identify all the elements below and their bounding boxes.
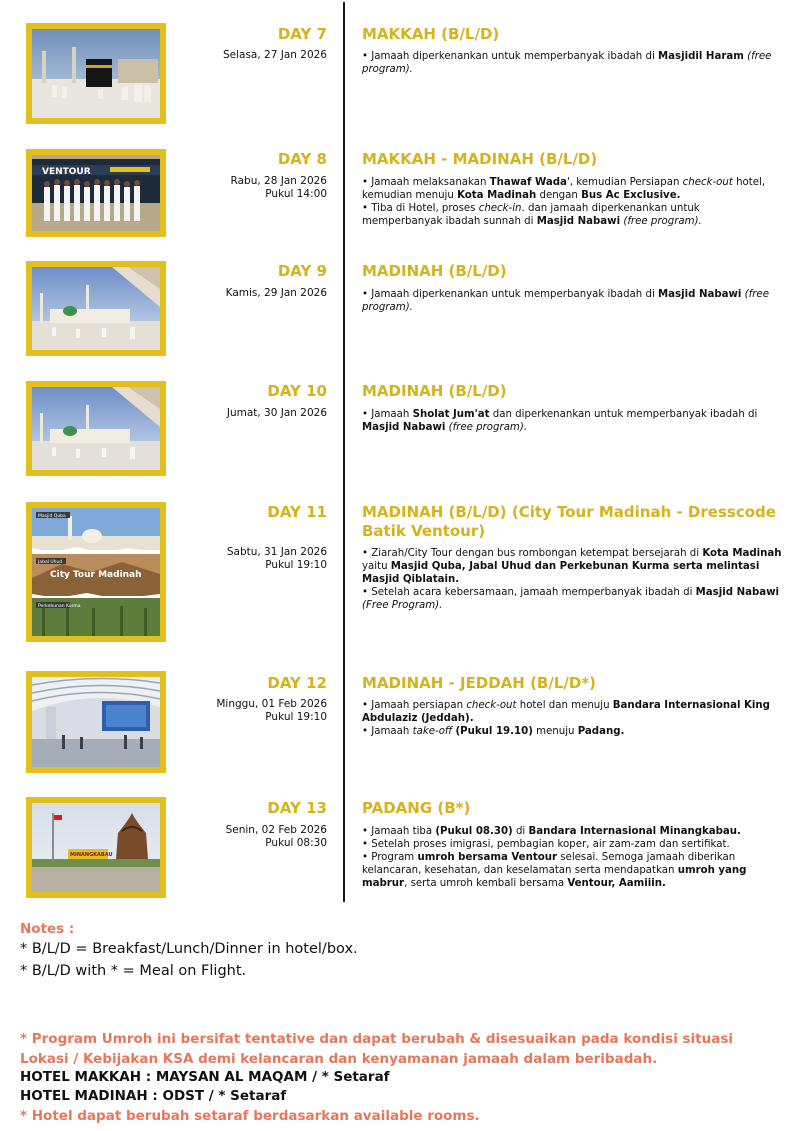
day-date: Senin, 02 Feb 2026 Pukul 08:30: [225, 824, 327, 849]
day-label: DAY 8: [277, 150, 327, 168]
masjid-nabawi-photo: [26, 261, 166, 356]
day-title: MADINAH (B/L/D): [362, 262, 507, 280]
day-date: Selasa, 27 Jan 2026: [222, 49, 327, 61]
day-title: MAKKAH - MADINAH (B/L/D): [362, 150, 598, 168]
day-date: Minggu, 01 Feb 2026 Pukul 19:10: [216, 698, 327, 723]
collage-label-quba: Masjid Quba: [38, 514, 66, 519]
hotel-makkah: HOTEL MAKKAH : MAYSAN AL MAQAM / * Setaraf: [20, 1069, 390, 1085]
day-title: MADINAH (B/L/D) (City Tour Madinah - Dresscode Batik Ventour): [362, 503, 776, 540]
day-description: [362, 50, 782, 76]
day-label: DAY 10: [267, 382, 327, 400]
description-paragraph: • Jamaah diperkenankan untuk memperbanyak ibadah di Masjid Nabawi (free program).: [362, 289, 769, 313]
hotel-madinah: HOTEL MADINAH : ODST / * Setaraf: [20, 1088, 287, 1104]
jeddah-airport-photo: [26, 671, 166, 773]
day-title: MAKKAH (B/L/D): [362, 25, 500, 43]
day-title: MADINAH - JEDDAH (B/L/D*): [362, 674, 597, 692]
day-label: DAY 11: [267, 503, 327, 521]
kaaba-photo: [26, 23, 166, 124]
day-label: DAY 7: [277, 25, 327, 43]
timeline-line: [343, 2, 345, 902]
day-description: [362, 288, 782, 314]
airport-sign-text: MINANGKABAU: [70, 852, 113, 858]
note-line: * B/L/D with * = Meal on Flight.: [20, 963, 247, 979]
collage-label-kurma: Perkebunan Kurma: [38, 604, 81, 609]
description-paragraph: • Jamaah persiapan check-out hotel dan menuju Bandara Internasional King Abdulaziz (Jeddah).: [362, 700, 770, 724]
hotel-note: * Hotel dapat berubah setaraf berdasarkan available rooms.: [20, 1108, 480, 1124]
description-paragraph: • Jamaah tiba (Pukul 08.30) di Bandara Internasional Minangkabau.: [362, 826, 741, 837]
city-tour-madinah-collage: [26, 502, 166, 642]
description-paragraph: • Ziarah/City Tour dengan bus rombongan ketempat bersejarah di Kota Madinah yaitu Masjid Quba, Jabal Uhud dan Perkebunan Kurma serta melintasi Masjid Qiblatain.: [362, 548, 782, 585]
day-date: Jumat, 30 Jan 2026: [226, 407, 327, 419]
collage-title: City Tour Madinah: [50, 570, 142, 580]
description-paragraph: • Jamaah diperkenankan untuk memperbanyak ibadah di Masjidil Haram (free program).: [362, 51, 772, 75]
description-paragraph: • Program umroh bersama Ventour selesai. Semoga jamaah diberikan kelancaran, kesehatan, dan keselamatan serta mendapatkan umroh yang mabrur, serta umroh kembali bersama Ventour, Aamiiin.: [362, 852, 747, 889]
bus-brand-text: VENTOUR: [42, 167, 91, 177]
day-label: DAY 13: [267, 799, 327, 817]
day-date: Kamis, 29 Jan 2026: [225, 287, 327, 299]
day-description: [362, 699, 782, 738]
disclaimer-text: * Program Umroh ini bersifat tentative dan dapat berubah & disesuaikan pada kondisi situasi Lokasi / Kebijakan KSA demi kelancaran dan kenyamanan jamaah dalam beribadah.: [20, 1031, 734, 1067]
description-paragraph: • Setelah acara kebersamaan, jamaah memperbanyak ibadah di Masjid Nabawi (Free Program).: [362, 587, 780, 611]
minangkabau-airport-photo: [26, 797, 166, 898]
day-description: [362, 825, 782, 890]
day-label: DAY 12: [267, 674, 327, 692]
day-date: Rabu, 28 Jan 2026 Pukul 14:00: [230, 175, 327, 200]
description-paragraph: • Setelah proses imigrasi, pembagian koper, air zam-zam dan sertifikat.: [362, 839, 730, 850]
day-description: [362, 408, 782, 434]
description-paragraph: • Jamaah Sholat Jum'at dan diperkenankan untuk memperbanyak ibadah di Masjid Nabawi (free program).: [362, 409, 758, 433]
day-description: [362, 176, 782, 228]
day-title: PADANG (B*): [362, 799, 471, 817]
masjid-nabawi-photo: [26, 381, 166, 476]
description-paragraph: • Jamaah melaksanakan Thawaf Wada', kemudian Persiapan check-out hotel, kemudian menuju Kota Madinah dengan Bus Ac Exclusive.: [362, 177, 766, 201]
collage-label-uhud: Jabal Uhud: [38, 560, 63, 565]
day-description: [362, 547, 782, 612]
notes-title: Notes :: [20, 921, 75, 937]
day-date: Sabtu, 31 Jan 2026 Pukul 19:10: [226, 546, 327, 571]
ventour-bus-group-photo: [26, 149, 166, 237]
description-paragraph: • Jamaah take-off (Pukul 19.10) menuju Padang.: [362, 726, 625, 737]
day-title: MADINAH (B/L/D): [362, 382, 507, 400]
description-paragraph: • Tiba di Hotel, proses check-in. dan jamaah diperkenankan untuk memperbanyak ibadah sunnah di Masjid Nabawi (free program).: [362, 203, 702, 227]
note-line: * B/L/D = Breakfast/Lunch/Dinner in hotel/box.: [20, 941, 358, 957]
day-label: DAY 9: [277, 262, 327, 280]
